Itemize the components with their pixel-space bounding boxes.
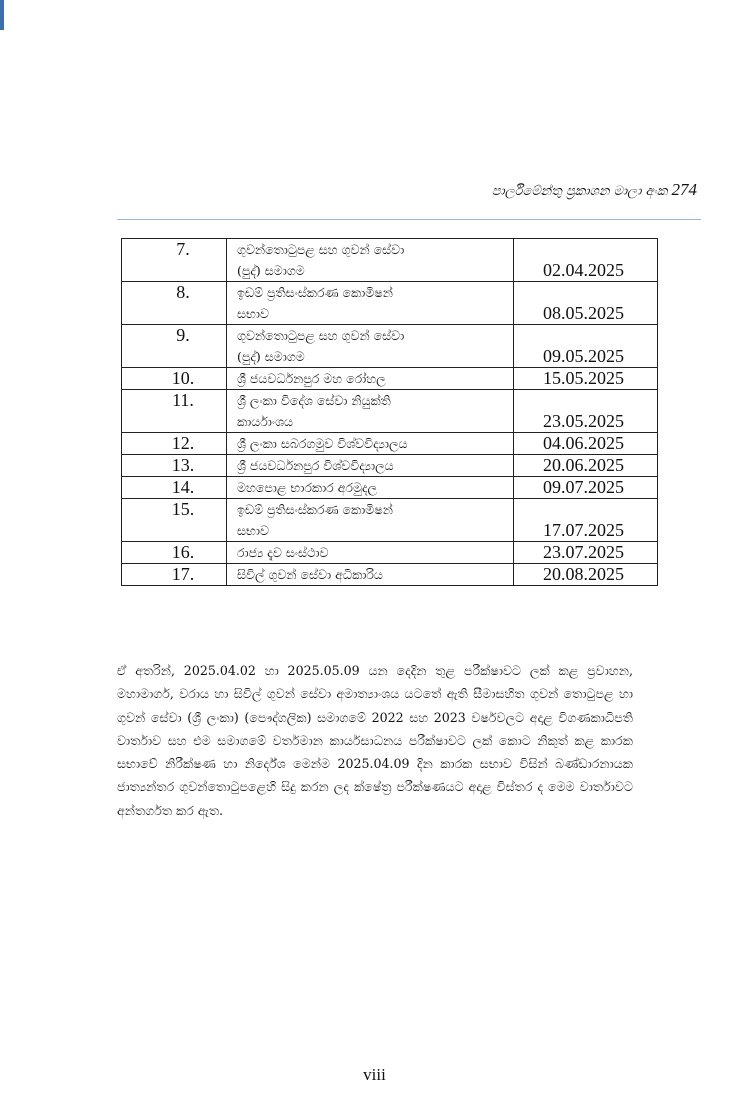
meeting-date: 20.08.2025 — [514, 564, 658, 586]
row-number: 12. — [122, 433, 227, 455]
row-number: 13. — [122, 455, 227, 477]
institution-name: ඉඩම් ප්‍රතිසංස්කරණ කොමිෂන් සභාව — [227, 282, 514, 325]
meeting-date: 20.06.2025 — [514, 455, 658, 477]
institution-name: ශ්‍රී ජයවර්ධනපුර විශ්වවිද්‍යාලය — [227, 455, 514, 477]
meeting-date: 17.07.2025 — [514, 499, 658, 542]
table-row — [122, 390, 658, 433]
table-row — [122, 368, 658, 390]
body-paragraph: ඒ අතරින්, 2025.04.02 හා 2025.05.09 යන දෙදින තුළ පරීක්ෂාවට ලක් කළ ප්‍රවාහන, මහාමාර්ග, වරාය හා සිවිල් ගුවන් සේවා අමාත්‍යාංශය යටතේ ඇති සීමාසහිත ගුවන් තොටුපළ හා ගුවන් සේවා (ශ්‍රී ලංකා) (පෞද්ගලික) සමාගමේ 2022 සහ 2023 වර්ෂවලට අදාළ විගණකාධිපති වාර්තාව සහ එම සමාගමේ වර්තමාන කාර්යසාධනය පරීක්ෂාවට ලක් කොට නිකුත් කළ කාරක සභාවේ නිරීක්ෂණ හා නිර්දේශ මෙන්ම 2025.04.09 දින කාරක සභාව විසින් බණ්ඩාරනායක ජාත්‍යන්තර ගුවන්තොටුපළෙහි සිදු කරන ලද ක්ෂේත්‍ර පරීක්ෂණයට අදාළ විස්තර ද මෙම වාර්තාවට අන්තර්ගත කර ඇත. — [117, 663, 633, 818]
meeting-date: 02.04.2025 — [514, 239, 658, 282]
institution-name: ශ්‍රී ලංකා විදේශ සේවා නියුක්ති කාර්යාංශය — [227, 390, 514, 433]
row-number: 17. — [122, 564, 227, 586]
table-row — [122, 282, 658, 325]
row-number: 8. — [122, 282, 227, 325]
meeting-date: 23.07.2025 — [514, 542, 658, 564]
institution-name: ගුවන්තොටුපළ සහ ගුවන් සේවා (පුද්) සමාගම — [227, 239, 514, 282]
institution-name: ශ්‍රී ජයවර්ධනපුර මහ රෝහල — [227, 368, 514, 390]
table-row — [122, 477, 658, 499]
series-number: 274 — [671, 180, 697, 199]
meeting-date: 09.07.2025 — [514, 477, 658, 499]
row-number: 7. — [122, 239, 227, 282]
row-number: 14. — [122, 477, 227, 499]
meeting-date: 23.05.2025 — [514, 390, 658, 433]
meeting-date: 09.05.2025 — [514, 325, 658, 368]
row-number: 16. — [122, 542, 227, 564]
table-row — [122, 499, 658, 542]
row-number: 9. — [122, 325, 227, 368]
corner-mark — [0, 0, 4, 30]
table-row — [122, 239, 658, 282]
meeting-date: 04.06.2025 — [514, 433, 658, 455]
schedule-table — [121, 238, 658, 586]
institution-name: සිවිල් ගුවන් සේවා අධිකාරිය — [227, 564, 514, 586]
row-number: 15. — [122, 499, 227, 542]
institution-name: ගුවන්තොටුපළ සහ ගුවන් සේවා (පුද්) සමාගම — [227, 325, 514, 368]
table-row — [122, 542, 658, 564]
meeting-date: 15.05.2025 — [514, 368, 658, 390]
table-row — [122, 455, 658, 477]
header-divider — [117, 219, 701, 220]
table-row — [122, 564, 658, 586]
series-title: පාර්ලිමේන්තු ප්‍රකාශන මාලා අංක — [491, 184, 668, 199]
institution-name: ඉඩම් ප්‍රතිසංස්කරණ කොමිෂන් සභාව — [227, 499, 514, 542]
page-number: viii — [363, 1065, 386, 1084]
institution-name: ශ්‍රී ලංකා සබරගමුව විශ්වවිද්‍යාලය — [227, 433, 514, 455]
row-number: 11. — [122, 390, 227, 433]
table-row — [122, 325, 658, 368]
row-number: 10. — [122, 368, 227, 390]
page-header — [492, 180, 697, 200]
table-row — [122, 433, 658, 455]
meeting-date: 08.05.2025 — [514, 282, 658, 325]
schedule-table-body — [122, 239, 658, 586]
institution-name: මහපොළ භාරකාර අරමුදල — [227, 477, 514, 499]
institution-name: රාජ්‍ය දැව සංස්ථාව — [227, 542, 514, 564]
